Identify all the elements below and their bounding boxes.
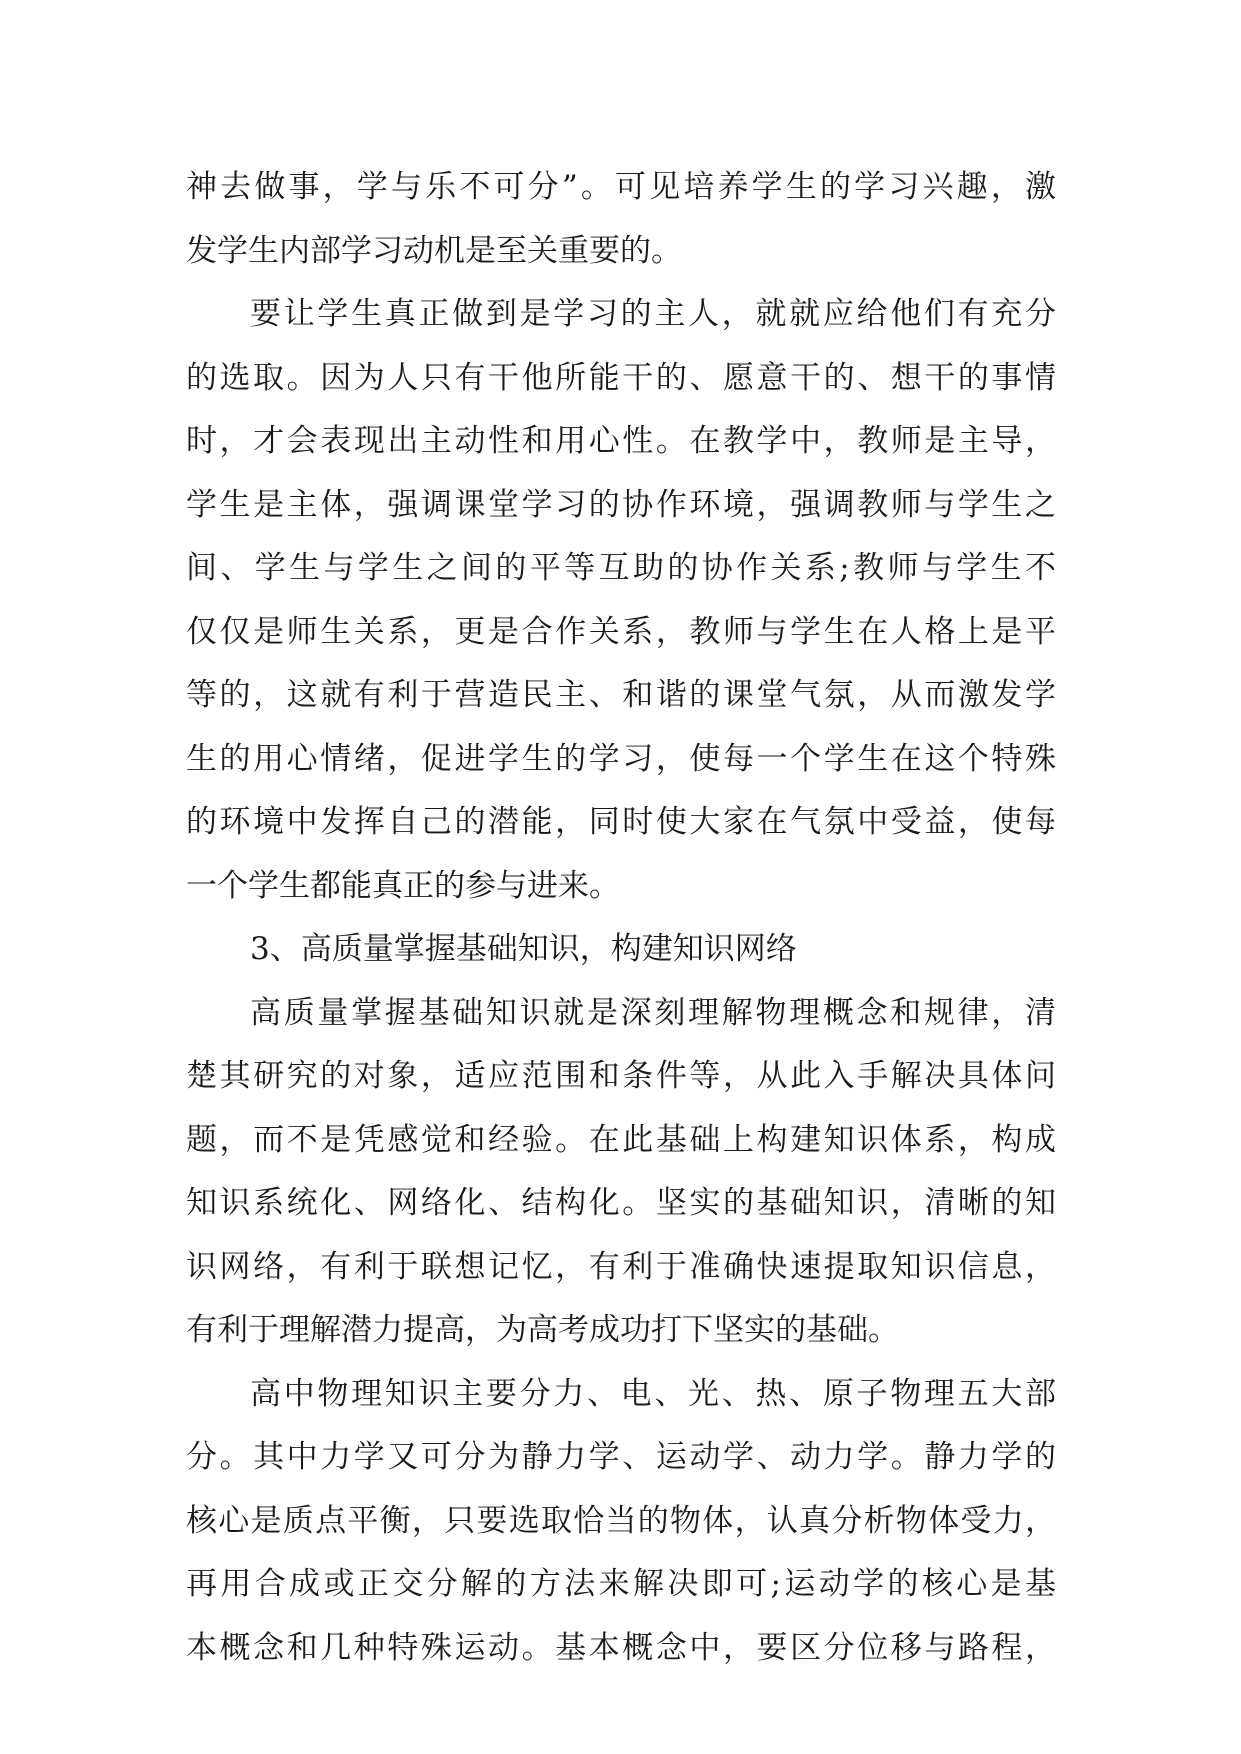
text-line: 发学生内部学习动机是至关重要的。 [186,232,682,269]
text-line: 神去做事，学与乐不可分”。可见培养学生的学习兴趣，激 [186,169,1056,205]
text-line: 核心是质点平衡，只要选取恰当的物体，认真分析物体受力， [186,1502,1056,1539]
text-line: 高中物理知识主要分力、电、光、热、原子物理五大部 [250,1375,1056,1412]
text-line: 一个学生都能真正的参与进来。 [186,867,620,904]
text-line: 题，而不是凭感觉和经验。在此基础上构建知识体系，构成 [186,1121,1056,1158]
text-line: 间、学生与学生之间的平等互助的协作关系;教师与学生不 [186,550,1056,586]
text-line: 等的，这就有利于营造民主、和谐的课堂气氛，从而激发学 [186,677,1056,713]
body-text [186,156,1056,1680]
text-line: 高质量掌握基础知识就是深刻理解物理概念和规律，清 [250,994,1056,1031]
text-line: 学生是主体，强调课堂学习的协作环境，强调教师与学生之 [186,486,1056,523]
text-line: 本概念和几种特殊运动。基本概念中，要区分位移与路程， [186,1629,1056,1666]
text-line: 楚其研究的对象，适应范围和条件等，从此入手解决具体问 [186,1058,1056,1094]
text-line: 识网络，有利于联想记忆，有利于准确快速提取知识信息， [186,1248,1056,1285]
text-line: 分。其中力学又可分为静力学、运动学、动力学。静力学的 [186,1439,1056,1475]
text-line: 要让学生真正做到是学习的主人，就就应给他们有充分 [250,296,1056,332]
text-line: 的环境中发挥自己的潜能，同时使大家在气氛中受益，使每 [186,804,1056,840]
text-line: 生的用心情绪，促进学生的学习，使每一个学生在这个特殊 [186,740,1056,777]
text-line: 的选取。因为人只有干他所能干的、愿意干的、想干的事情 [186,359,1056,396]
text-line: 再用合成或正交分解的方法来解决即可;运动学的核心是基 [186,1566,1056,1602]
text-line: 时，才会表现出主动性和用心性。在教学中，教师是主导， [186,423,1056,459]
text-line: 3、高质量掌握基础知识，构建知识网络 [250,931,797,967]
text-line: 知识系统化、网络化、结构化。坚实的基础知识，清晰的知 [186,1185,1056,1221]
text-line: 有利于理解潜力提高，为高考成功打下坚实的基础。 [186,1312,899,1348]
text-line: 仅仅是师生关系，更是合作关系，教师与学生在人格上是平 [186,613,1056,650]
